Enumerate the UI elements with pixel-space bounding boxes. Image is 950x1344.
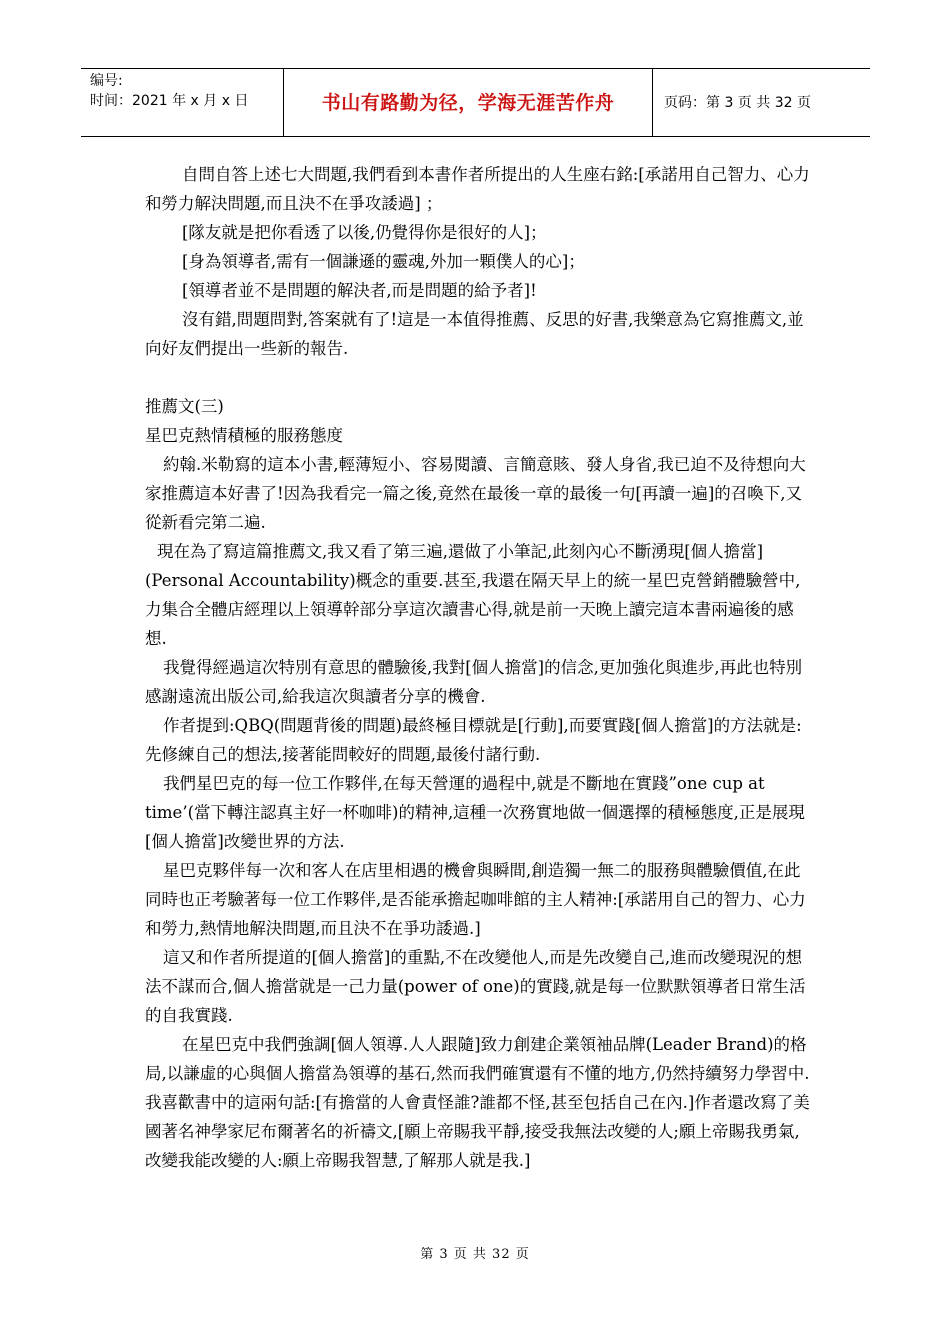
header-motto-cell <box>283 69 653 136</box>
paragraph: 這又和作者所提道的[個人擔當]的重點,不在改變他人,而是先改變自己,進而改變現況的想法不謀而合,個人擔當就是一己力量(power of one)的實踐,就是每一位默默領導者日常生活的自我實踐. <box>145 948 806 1025</box>
header-page-cell <box>653 69 870 136</box>
paragraph: [領導者並不是問題的解決者,而是問題的給予者]! <box>182 281 537 300</box>
number-label: 编号: <box>90 73 123 89</box>
paragraph: 我們星巴克的每一位工作夥伴,在每天營運的過程中,就是不斷地在實踐”one cup at time’(當下轉注認真主好一杯咖啡)的精神,這種一次務實地做一個選擇的積極態度,正是展現[個人擔當]改變世界的方法. <box>145 774 805 851</box>
paragraph: 星巴克夥伴每一次和客人在店里相遇的機會與瞬間,創造獨一無二的服務與體驗價值,在此同時也正考驗著每一位工作夥伴,是否能承擔起咖啡館的主人精神:[承諾用自己的智力、心力和勞力,熱情地解決問題,而且決不在爭功諉過.] <box>145 861 806 938</box>
paragraph: [隊友就是把你看透了以後,仍覺得你是很好的人]； <box>182 223 547 242</box>
page-number-label: 页码：第 3 页 共 32 页 <box>664 94 811 111</box>
header-info-cell <box>81 69 283 136</box>
paragraph: 作者提到:QBQ(問題背後的問題)最終極目標就是[行動],而要實踐[個人擔當]的方法就是:先修練自己的想法,接著能問較好的問題,最後付諸行動. <box>145 716 802 764</box>
paragraph: 約翰.米勒寫的這本小書,輕薄短小、容易閱讀、言簡意賅、發人身省,我已迫不及待想向大家推薦這本好書了!因為我看完一篇之後,竟然在最後一章的最後一句[再讀一遍]的召喚下,又從新看完第二遍. <box>145 455 806 532</box>
time-label: 时间：2021 年 x 月 x 日 <box>90 93 249 109</box>
document-body <box>145 160 810 1175</box>
motto-text: 书山有路勤为径，学海无涯苦作舟 <box>321 91 615 114</box>
page-footer: 第 3 页 共 32 页 <box>420 1247 530 1262</box>
paragraph: 沒有錯,問題問對,答案就有了!這是一本值得推薦、反思的好書,我樂意為它寫推薦文,並向好友們提出一些新的報告. <box>145 310 804 358</box>
page-header <box>81 68 870 137</box>
paragraph: 在星巴克中我們強調[個人領導.人人跟隨]致力創建企業領袖品牌(Leader Brand)的格局,以謙虛的心與個人擔當為領導的基石,然而我們確實還有不懂的地方,仍然持續努力學習中.我喜歡書中的這兩句話:[有擔當的人會責怪誰?誰都不怪,甚至包括自己在內.]作者還改寫了美國著名神學家尼布爾著名的祈禱文,[願上帝賜我平靜,接受我無法改變的人;願上帝賜我勇氣,改變我能改變的人:願上帝賜我智慧,了解那人就是我.] <box>145 1035 810 1170</box>
section-heading: 推薦文(三) <box>145 397 224 416</box>
paragraph: [身為領導者,需有一個謙遜的靈魂,外加一顆僕人的心]； <box>182 252 585 271</box>
paragraph: 現在為了寫這篇推薦文,我又看了第三遍,還做了小筆記,此刻內心不斷湧現[個人擔當](Personal Accountability)概念的重要.甚至,我還在隔天早上的統一星巴克營銷體驗營中,力集合全體店經理以上領導幹部分享這次讀書心得,就是前一天晚上讀完這本書兩遍後的感想. <box>145 542 801 648</box>
paragraph: 我覺得經過這次特別有意思的體驗後,我對[個人擔當]的信念,更加強化與進步,再此也特別感謝遠流出版公司,給我這次與讀者分享的機會. <box>145 658 803 706</box>
spacer <box>145 363 810 392</box>
paragraph: 自問自答上述七大問題,我們看到本書作者所提出的人生座右銘:[承諾用自己智力、心力和勞力解決問題,而且決不在爭攻諉過] ； <box>145 165 810 213</box>
section-subheading: 星巴克熱情積極的服務態度 <box>145 426 343 445</box>
